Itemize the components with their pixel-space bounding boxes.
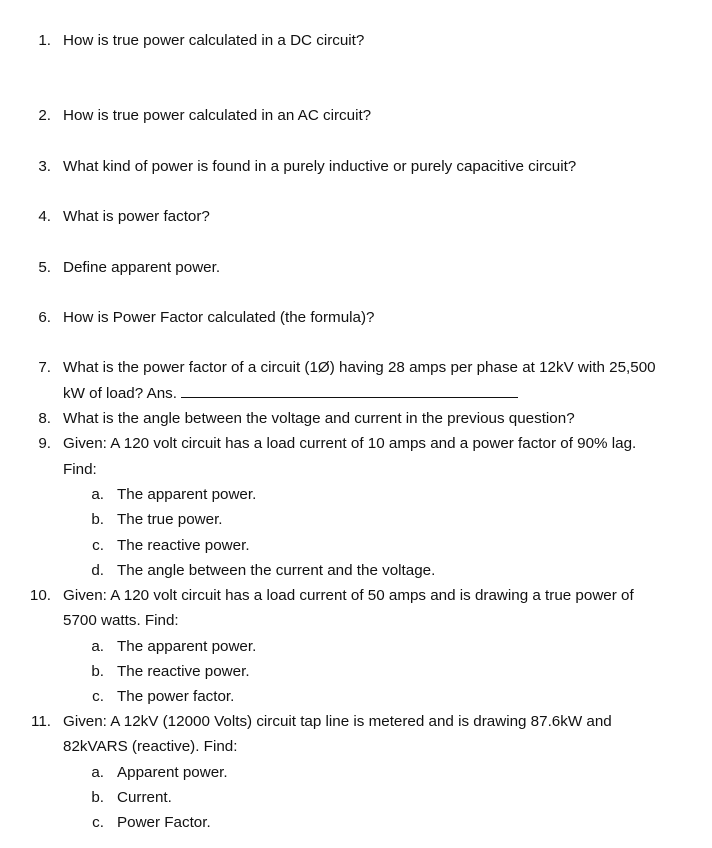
- question-number: 5.: [38, 259, 51, 276]
- subquestion-letter: a.: [91, 638, 104, 655]
- question-10: [0, 585, 712, 607]
- question-number: 2.: [38, 107, 51, 124]
- question-number: 7.: [38, 359, 51, 376]
- subquestion: [0, 686, 712, 708]
- subquestion-text: Apparent power.: [117, 764, 228, 781]
- subquestion: [0, 509, 712, 531]
- question-text: What is power factor?: [63, 208, 210, 225]
- subquestion-text: The power factor.: [117, 688, 235, 705]
- subquestion-letter: a.: [91, 764, 104, 781]
- question-number: 6.: [38, 309, 51, 326]
- question-number: 4.: [38, 208, 51, 225]
- question-number: 3.: [38, 158, 51, 175]
- question-text: Given: A 120 volt circuit has a load current of 10 amps and a power factor of 90% lag.: [63, 435, 637, 452]
- question-number: 8.: [38, 410, 51, 427]
- question-text: How is true power calculated in an AC circuit?: [63, 107, 372, 124]
- subquestion: [0, 560, 712, 582]
- question-text: Given: A 120 volt circuit has a load current of 50 amps and is drawing a true power of: [63, 587, 634, 604]
- question-text: 5700 watts. Find:: [63, 612, 179, 629]
- question-text: kW of load? Ans.: [63, 385, 177, 402]
- subquestion-letter: d.: [91, 562, 104, 579]
- question-3: [0, 156, 712, 178]
- subquestion: [0, 787, 712, 809]
- question-text: 82kVARS (reactive). Find:: [63, 738, 238, 755]
- question-text: What is the power factor of a circuit (1Ø) having 28 amps per phase at 12kV with 25,500: [63, 359, 656, 376]
- subquestion-text: The apparent power.: [117, 486, 257, 503]
- subquestion-letter: b.: [91, 511, 104, 528]
- question-11: [0, 711, 712, 733]
- subquestion-text: The angle between the current and the voltage.: [117, 562, 436, 579]
- subquestion: [0, 661, 712, 683]
- question-10-continued: [0, 610, 712, 632]
- question-1: [0, 30, 712, 52]
- subquestion-text: The reactive power.: [117, 537, 250, 554]
- subquestion-letter: b.: [91, 789, 104, 806]
- question-5: [0, 257, 712, 279]
- question-number: 10.: [29, 587, 51, 604]
- subquestion: [0, 812, 712, 834]
- question-2: [0, 105, 712, 127]
- subquestion-letter: c.: [92, 537, 104, 554]
- answer-line: [63, 383, 518, 405]
- question-text: What is the angle between the voltage and current in the previous question?: [63, 410, 575, 427]
- subquestion: [0, 636, 712, 658]
- question-number: 11.: [31, 713, 51, 730]
- question-9-continued: [0, 459, 712, 481]
- question-number: 9.: [38, 435, 51, 452]
- answer-blank[interactable]: [181, 396, 518, 398]
- subquestion: [0, 535, 712, 557]
- question-number: 1.: [38, 32, 51, 49]
- question-text: Define apparent power.: [63, 259, 221, 276]
- subquestion: [0, 762, 712, 784]
- question-4: [0, 206, 712, 228]
- subquestion-text: Current.: [117, 789, 172, 806]
- question-6: [0, 307, 712, 329]
- question-text: What kind of power is found in a purely inductive or purely capacitive circuit?: [63, 158, 577, 175]
- subquestion-text: The reactive power.: [117, 663, 250, 680]
- subquestion-letter: c.: [92, 688, 104, 705]
- subquestion-letter: a.: [91, 486, 104, 503]
- subquestion-letter: b.: [91, 663, 104, 680]
- subquestion-text: Power Factor.: [117, 814, 211, 831]
- question-7: [0, 357, 712, 379]
- question-9: [0, 433, 712, 455]
- question-text: Given: A 12kV (12000 Volts) circuit tap line is metered and is drawing 87.6kW and: [63, 713, 612, 730]
- question-8: [0, 408, 712, 430]
- subquestion-letter: c.: [92, 814, 104, 831]
- subquestion: [0, 484, 712, 506]
- question-11-continued: [0, 736, 712, 758]
- question-text: How is true power calculated in a DC circuit?: [63, 32, 365, 49]
- question-text: Find:: [63, 461, 97, 478]
- subquestion-text: The true power.: [117, 511, 223, 528]
- question-text: How is Power Factor calculated (the formula)?: [63, 309, 375, 326]
- subquestion-text: The apparent power.: [117, 638, 257, 655]
- question-7-continued: [0, 383, 712, 405]
